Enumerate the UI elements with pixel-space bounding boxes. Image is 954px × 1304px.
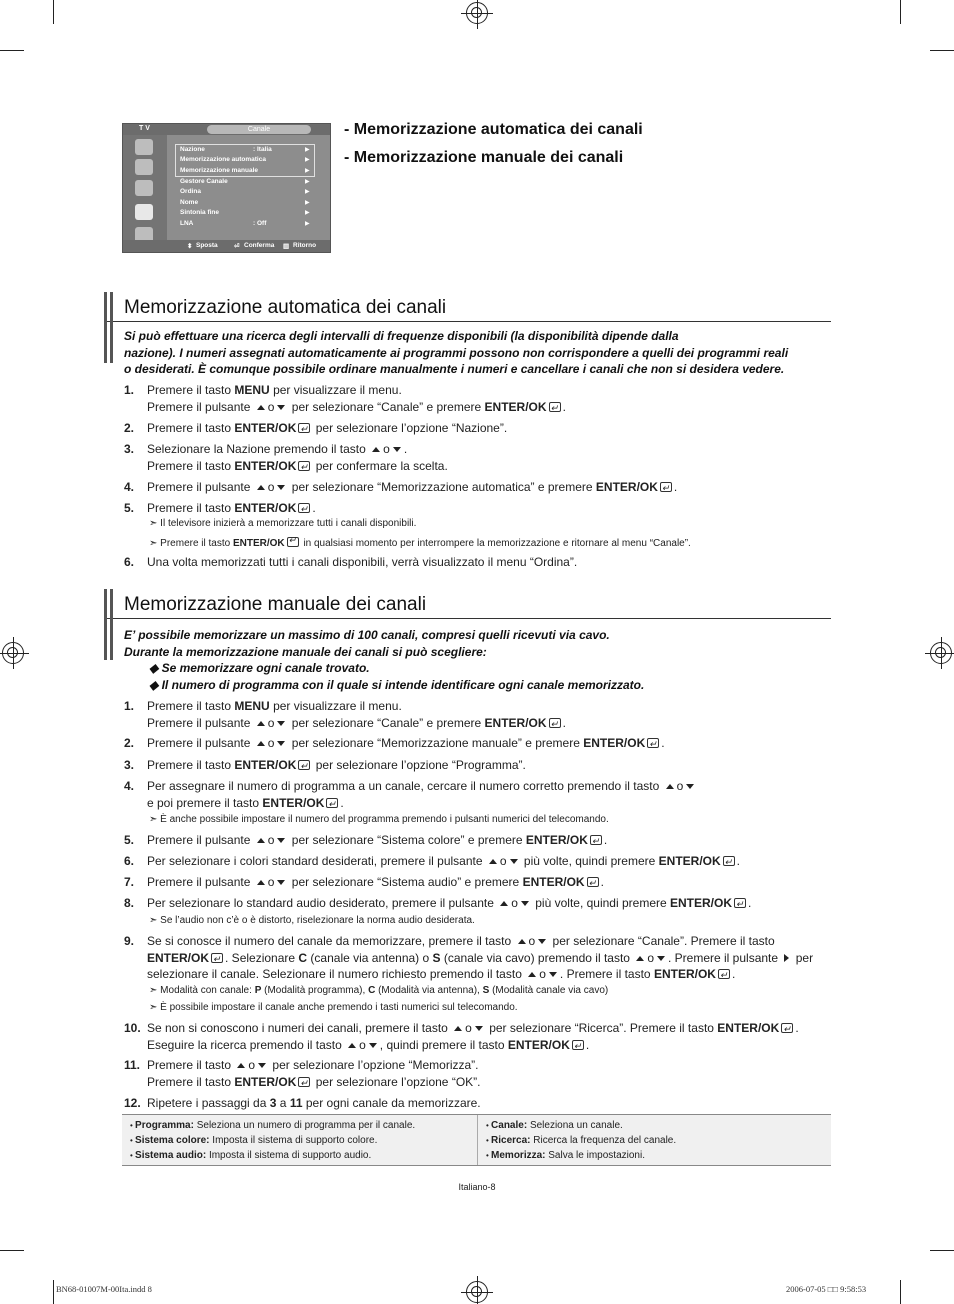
menu-footer xyxy=(123,240,330,252)
down-icon xyxy=(538,939,546,944)
crop-mark xyxy=(0,1250,24,1251)
footer-return: Ritorno xyxy=(293,242,317,249)
up-icon xyxy=(636,956,644,961)
up-icon xyxy=(666,784,674,789)
menu-row: Memorizzazione automatica xyxy=(180,156,266,163)
step-9: 9. Se si conosce il numero del canale da memorizzare, premere il tasto o per selezionare “Canale”. Premere il tasto ENTER/OK↵ . Selezionare C (canale via antenna) o S (canale via cavo) premendo il tasto o . Premere il pulsante per selezionare il canale. Selezionare il numero richiesto premendo il tasto o . Premere il tasto ENTER/OK↵ . xyxy=(124,933,824,983)
menu-sidebar xyxy=(123,135,167,241)
crop-mark xyxy=(0,50,24,51)
info-item: • Canale: Seleziona un canale. xyxy=(478,1118,830,1133)
up-icon xyxy=(528,972,536,977)
step-4: 4. Per assegnare il numero di programma a un canale, cercare il numero corretto premendo il tasto o e poi premere il tasto ENTER/OK↵ . xyxy=(124,778,824,811)
up-icon xyxy=(454,1026,462,1031)
note: ➣ Il televisore inizierà a memorizzare tutti i canali disponibili. xyxy=(149,518,416,529)
registration-mark-icon xyxy=(930,642,952,664)
down-icon xyxy=(277,838,285,843)
info-item: • Memorizza: Salva le impostazioni. xyxy=(478,1148,830,1163)
arrow-right-icon: ▶ xyxy=(305,189,310,195)
menu-row-value: : Italia xyxy=(253,146,272,153)
up-icon xyxy=(257,485,265,490)
note: ➣ Modalità con canale: P (Modalità programma), C (Modalità via antenna), S (Modalità canale via cavo) xyxy=(149,985,608,996)
up-icon xyxy=(257,405,265,410)
enter-icon xyxy=(734,898,746,908)
menu-row: Gestore Canale xyxy=(180,178,228,185)
info-item: • Sistema audio: Imposta il sistema di supporto audio. xyxy=(122,1148,474,1163)
up-icon xyxy=(257,721,265,726)
arrow-right-icon: ▶ xyxy=(305,179,310,185)
setup-icon xyxy=(135,204,153,220)
down-icon xyxy=(258,1063,266,1068)
intro-line: E’ possibile memorizzare un massimo di 100 canali, compresi quelli ricevuti via cavo. xyxy=(124,628,610,642)
up-icon xyxy=(518,939,526,944)
enter-icon xyxy=(298,503,310,513)
enter-icon xyxy=(298,760,310,770)
enter-icon xyxy=(647,738,659,748)
section-title-manual xyxy=(104,589,831,619)
step-2: 2. Premere il pulsante o per selezionare “Memorizzazione manuale” e premere ENTER/OK↵ . xyxy=(124,735,824,752)
section-intro xyxy=(124,627,829,693)
enter-icon xyxy=(587,877,599,887)
down-icon xyxy=(393,447,401,452)
enter-icon: ⏎ xyxy=(234,243,240,250)
enter-icon xyxy=(287,537,299,547)
crop-mark xyxy=(53,0,54,24)
intro-bullet: ◆ Il numero di programma con il quale si intende identificare ogni canale memorizzato. xyxy=(149,677,645,692)
arrow-right-icon: ▶ xyxy=(305,168,310,174)
step-5: 5. Premere il tasto ENTER/OK↵ . xyxy=(124,500,824,517)
slug-left: BN68-01007M-00Ita.indd 8 xyxy=(56,1284,152,1294)
crop-mark xyxy=(930,1250,954,1251)
intro-line: Si può effettuare una ricerca degli intervalli di frequenze disponibili (la disponibilità dipende dalla xyxy=(124,329,679,343)
updown-icon: ⬍ xyxy=(187,243,193,250)
info-item: • Ricerca: Ricerca la frequenza del canale. xyxy=(478,1133,830,1148)
enter-icon xyxy=(572,1040,584,1050)
step-12: 12. Ripetere i passaggi da 3 a 11 per ogni canale da memorizzare. xyxy=(124,1096,481,1110)
enter-icon xyxy=(549,402,561,412)
down-icon xyxy=(277,485,285,490)
crop-mark xyxy=(53,1280,54,1304)
info-right xyxy=(478,1118,830,1163)
footer-enter: Conferma xyxy=(244,242,275,249)
menu-row: LNA xyxy=(180,220,194,227)
arrow-right-icon: ▶ xyxy=(305,221,310,227)
arrow-right-icon: ▶ xyxy=(305,200,310,206)
down-icon xyxy=(277,721,285,726)
step-1: 1. Premere il tasto MENU per visualizzare il menu. Premere il pulsante o per selezionare “Canale” e premere ENTER/OK↵ . xyxy=(124,382,824,415)
enter-icon xyxy=(549,718,561,728)
crop-mark xyxy=(930,50,954,51)
menu-tv-label: T V xyxy=(139,125,150,132)
menu-row: Sintonia fine xyxy=(180,209,219,216)
down-icon xyxy=(657,956,665,961)
info-item: • Sistema colore: Imposta il sistema di supporto colore. xyxy=(122,1133,474,1148)
up-icon xyxy=(257,880,265,885)
picture-icon xyxy=(135,139,153,155)
footer-move: Sposta xyxy=(196,242,218,249)
tv-menu-screenshot xyxy=(122,123,331,253)
intro-line: nazione). I numeri assegnati automaticamente ai programmi possono non corrispondere a quelli dei programmi reali xyxy=(124,345,789,360)
arrow-right-icon: ▶ xyxy=(305,147,310,153)
section-intro xyxy=(124,328,829,378)
down-icon xyxy=(277,405,285,410)
menu-row-value: : Off xyxy=(253,220,267,227)
step-1: 1. Premere il tasto MENU per visualizzare il menu. Premere il pulsante o per selezionare “Canale” e premere ENTER/OK↵ . xyxy=(124,698,824,731)
step-3: 3. Selezionare la Nazione premendo il tasto o . Premere il tasto ENTER/OK↵ per confermare la scelta. xyxy=(124,441,824,474)
registration-mark-icon xyxy=(2,642,24,664)
note: ➣ È anche possibile impostare il numero del programma premendo i pulsanti numerici del telecomando. xyxy=(149,814,609,825)
down-icon xyxy=(521,901,529,906)
section-title-auto xyxy=(104,292,831,322)
section-bar xyxy=(104,589,113,660)
enter-icon xyxy=(298,461,310,471)
arrow-right-icon: ▶ xyxy=(305,210,310,216)
enter-icon xyxy=(660,482,672,492)
enter-icon xyxy=(718,969,730,979)
step-10: 10. Se non si conoscono i numeri dei canali, premere il tasto o per selezionare “Ricerca”. Premere il tasto ENTER/OK↵ . Eseguire la ricerca premendo il tasto o , quindi premere il tasto ENTER/OK↵ . xyxy=(124,1020,824,1053)
menu-row: Nome xyxy=(180,199,199,206)
heading-auto: - Memorizzazione automatica dei canali xyxy=(344,121,643,138)
menu-row: Memorizzazione manuale xyxy=(180,167,259,174)
down-icon xyxy=(549,972,557,977)
arrow-right-icon: ▶ xyxy=(305,157,310,163)
down-icon xyxy=(510,859,518,864)
step-8: 8. Per selezionare lo standard audio desiderato, premere il pulsante o più volte, quindi premere ENTER/OK↵ . xyxy=(124,895,824,912)
enter-icon xyxy=(298,423,310,433)
info-item: • Programma: Seleziona un numero di programma per il canale. xyxy=(122,1118,474,1133)
intro-line: Durante la memorizzazione manuale dei canali si può scegliere: xyxy=(124,644,487,659)
step-3: 3. Premere il tasto ENTER/OK↵ per selezionare l’opzione “Programma”. xyxy=(124,757,824,774)
step-7: 7. Premere il pulsante o per selezionare “Sistema audio” e premere ENTER/OK↵ . xyxy=(124,874,824,891)
crop-mark xyxy=(900,0,901,24)
up-icon xyxy=(257,838,265,843)
section-title-text: Memorizzazione automatica dei canali xyxy=(124,297,447,318)
down-icon xyxy=(277,880,285,885)
menu-row: Nazione xyxy=(180,146,205,153)
enter-icon xyxy=(781,1023,793,1033)
note: ➣ È possibile impostare il canale anche premendo i tasti numerici sul telecomando. xyxy=(149,1002,518,1013)
right-icon xyxy=(784,954,789,962)
down-icon xyxy=(475,1026,483,1031)
menu-tab-canale: Canale xyxy=(207,125,311,134)
crop-mark xyxy=(900,1280,901,1304)
up-icon xyxy=(237,1063,245,1068)
step-2: 2. Premere il tasto ENTER/OK↵ per selezionare l’opzione “Nazione”. xyxy=(124,420,824,437)
page-number: Italiano-8 xyxy=(458,1182,496,1192)
registration-mark-icon xyxy=(466,2,488,24)
down-icon xyxy=(369,1043,377,1048)
step-5: 5. Premere il pulsante o per selezionare “Sistema colore” e premere ENTER/OK↵ . xyxy=(124,832,824,849)
menu-row: Ordina xyxy=(180,188,201,195)
registration-mark-icon xyxy=(466,1281,488,1303)
sound-icon xyxy=(135,159,153,175)
slug-right: 2006-07-05 □□ 9:58:53 xyxy=(786,1284,867,1294)
enter-icon xyxy=(590,835,602,845)
up-icon xyxy=(500,901,508,906)
step-4: 4. Premere il pulsante o per selezionare “Memorizzazione automatica” e premere ENTER/OK↵ . xyxy=(124,479,824,496)
enter-icon xyxy=(723,856,735,866)
info-box xyxy=(122,1114,831,1166)
up-icon xyxy=(257,741,265,746)
up-icon xyxy=(489,859,497,864)
step-11: 11. Premere il tasto o per selezionare l’opzione “Memorizza”. Premere il tasto ENTER/OK↵ per selezionare l’opzione “OK”. xyxy=(124,1057,824,1090)
topic-headings xyxy=(344,121,643,177)
section-bar xyxy=(104,292,113,363)
channel-icon xyxy=(135,180,153,196)
section-title-text: Memorizzazione manuale dei canali xyxy=(124,594,427,615)
intro-bullet: ◆ Se memorizzare ogni canale trovato. xyxy=(149,661,370,675)
info-left xyxy=(122,1118,474,1163)
step-6: 6. Per selezionare i colori standard desiderati, premere il pulsante o più volte, quindi premere ENTER/OK↵ . xyxy=(124,853,824,870)
intro-line: o desiderati. È comunque possibile ordinare manualmente i numeri e cancellare i canali che non si desidera vedere. xyxy=(124,362,785,376)
enter-icon xyxy=(211,953,223,963)
heading-manual: - Memorizzazione manuale dei canali xyxy=(344,149,624,166)
up-icon xyxy=(348,1043,356,1048)
return-icon: ▥ xyxy=(283,243,290,250)
down-icon xyxy=(686,784,694,789)
note: ➣ Se l’audio non c’è o è distorto, riselezionare la norma audio desiderata. xyxy=(149,915,475,926)
step-6: 6. Una volta memorizzati tutti i canali disponibili, verrà visualizzato il menu “Ordina”. xyxy=(124,555,578,569)
enter-icon xyxy=(298,1077,310,1087)
enter-icon xyxy=(326,798,338,808)
note: ➣ Premere il tasto ENTER/OK↵ in qualsiasi momento per interrompere la memorizzazione e ritornare al menu “Canale”. xyxy=(149,537,691,549)
down-icon xyxy=(277,741,285,746)
up-icon xyxy=(372,447,380,452)
